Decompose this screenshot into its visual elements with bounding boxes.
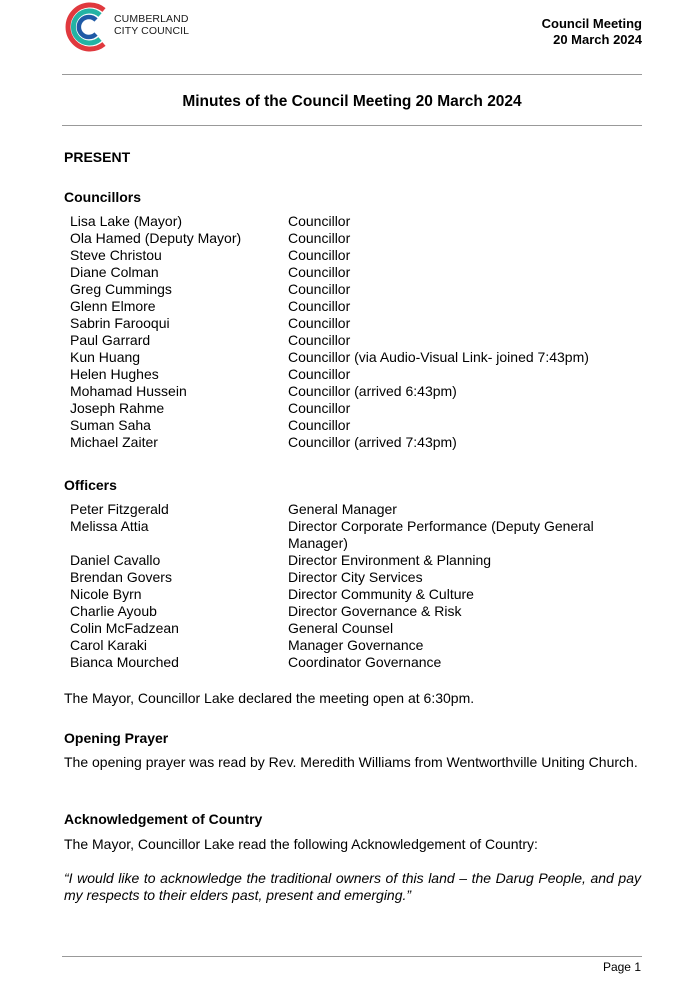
attendee-name: Kun Huang xyxy=(70,349,141,365)
attendee-role: Councillor (via Audio-Visual Link- joined 7:43pm) xyxy=(288,349,589,365)
attendee-name: Glenn Elmore xyxy=(70,298,156,314)
present-heading: PRESENT xyxy=(64,149,131,165)
attendee-name: Charlie Ayoub xyxy=(70,603,157,619)
attendee-role: Councillor xyxy=(288,332,351,348)
attendee-role: Councillor xyxy=(288,264,351,280)
attendee-name: Steve Christou xyxy=(70,247,162,263)
attendee-role: Councillor xyxy=(288,281,351,297)
meeting-type: Council Meeting xyxy=(541,16,642,31)
attendee-name: Peter Fitzgerald xyxy=(70,501,169,517)
title-divider xyxy=(62,125,642,126)
attendee-role: Councillor (arrived 7:43pm) xyxy=(288,434,457,450)
opening-prayer-heading: Opening Prayer xyxy=(64,730,169,746)
acknowledgement-heading: Acknowledgement of Country xyxy=(64,811,263,827)
header-divider xyxy=(62,74,642,75)
logo-text-line1: CUMBERLAND xyxy=(114,13,189,25)
logo-text-line2: CITY COUNCIL xyxy=(114,25,190,37)
attendee-role: Councillor xyxy=(288,315,351,331)
logo-mark-icon xyxy=(64,0,114,54)
attendee-name: Colin McFadzean xyxy=(70,620,179,636)
attendee-role: Councillor xyxy=(288,417,351,433)
attendee-name: Ola Hamed (Deputy Mayor) xyxy=(70,230,242,246)
attendee-role: Director City Services xyxy=(288,569,423,585)
attendee-name: Melissa Attia xyxy=(70,518,149,534)
attendee-name: Michael Zaiter xyxy=(70,434,158,450)
attendee-name: Carol Karaki xyxy=(70,637,148,653)
council-logo xyxy=(64,0,204,54)
attendee-name: Greg Cummings xyxy=(70,281,172,297)
attendee-role: Director Corporate Performance (Deputy General Manager) xyxy=(288,518,594,551)
attendee-name: Bianca Mourched xyxy=(70,654,179,670)
header-meeting-info xyxy=(542,16,642,48)
attendee-name: Sabrin Farooqui xyxy=(70,315,170,331)
footer-divider xyxy=(62,956,642,957)
attendee-role: Director Governance & Risk xyxy=(288,603,462,619)
attendee-role: Councillor xyxy=(288,366,351,382)
attendee-name: Joseph Rahme xyxy=(70,400,165,416)
attendee-name: Daniel Cavallo xyxy=(70,552,161,568)
attendee-role: Councillor xyxy=(288,230,351,246)
document-title: Minutes of the Council Meeting 20 March 2024 xyxy=(182,93,522,110)
councillors-heading: Councillors xyxy=(64,189,142,205)
attendee-name: Nicole Byrn xyxy=(70,586,142,602)
attendee-role: Councillor xyxy=(288,247,351,263)
attendee-role: Councillor xyxy=(288,400,351,416)
attendee-role: Councillor (arrived 6:43pm) xyxy=(288,383,457,399)
acknowledgement-intro: The Mayor, Councillor Lake read the following Acknowledgement of Country: xyxy=(64,836,538,852)
attendee-role: General Manager xyxy=(288,501,397,517)
meeting-date: 20 March 2024 xyxy=(553,32,642,47)
attendee-role: Coordinator Governance xyxy=(288,654,442,670)
attendee-role: Director Environment & Planning xyxy=(288,552,492,568)
attendee-name: Brendan Govers xyxy=(70,569,172,585)
acknowledgement-quote: “I would like to acknowledge the traditional owners of this land – the Darug People, and pay my respects to their elders past, present and emerging.” xyxy=(64,870,641,903)
attendee-role: Councillor xyxy=(288,298,351,314)
attendee-role: Councillor xyxy=(288,213,351,229)
attendee-name: Diane Colman xyxy=(70,264,159,280)
officers-heading: Officers xyxy=(64,477,117,493)
attendee-role: General Counsel xyxy=(288,620,394,636)
opening-statement: The Mayor, Councillor Lake declared the meeting open at 6:30pm. xyxy=(64,690,475,706)
opening-prayer-text: The opening prayer was read by Rev. Meredith Williams from Wentworthville Uniting Church. xyxy=(64,754,638,770)
attendee-name: Mohamad Hussein xyxy=(70,383,187,399)
attendee-role: Director Community & Culture xyxy=(288,586,474,602)
attendee-name: Helen Hughes xyxy=(70,366,159,382)
attendee-name: Paul Garrard xyxy=(70,332,151,348)
attendee-name: Lisa Lake (Mayor) xyxy=(70,213,183,229)
attendee-role: Manager Governance xyxy=(288,637,424,653)
attendee-name: Suman Saha xyxy=(70,417,151,433)
page-number: Page 1 xyxy=(602,960,641,974)
